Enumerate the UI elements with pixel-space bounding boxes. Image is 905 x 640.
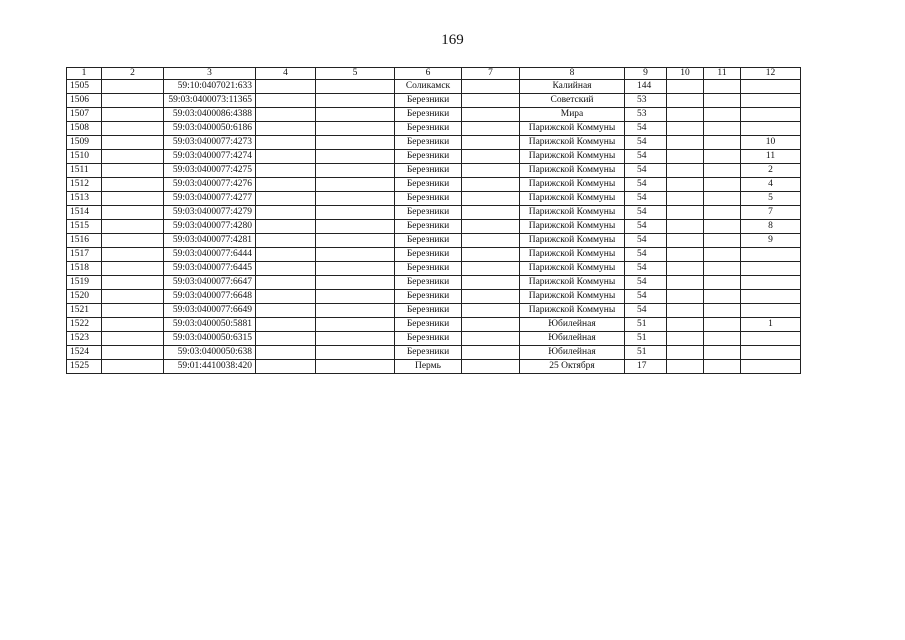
city-cell: Березники [395,332,462,346]
empty-cell [704,206,741,220]
apartment-number-cell: 10 [741,136,801,150]
empty-cell [462,80,520,94]
table-row [67,360,801,374]
city-cell: Березники [395,318,462,332]
empty-cell [704,248,741,262]
apartment-number-cell [741,108,801,122]
column-header: 6 [395,68,462,80]
empty-cell [102,234,164,248]
apartment-number-cell: 11 [741,150,801,164]
city-cell: Березники [395,164,462,178]
empty-cell [462,346,520,360]
apartment-number-cell: 5 [741,192,801,206]
empty-cell [316,80,395,94]
page-number: 169 [441,32,464,48]
city-cell: Березники [395,192,462,206]
empty-cell [256,346,316,360]
empty-cell [462,262,520,276]
house-number-cell: 53 [625,108,667,122]
empty-cell [256,332,316,346]
column-header: 11 [704,68,741,80]
empty-cell [704,94,741,108]
apartment-number-cell: 7 [741,206,801,220]
empty-cell [316,262,395,276]
empty-cell [256,94,316,108]
apartment-number-cell [741,262,801,276]
table-row [67,80,801,94]
empty-cell [667,304,704,318]
empty-cell [256,164,316,178]
street-cell: Парижской Коммуны [520,248,625,262]
empty-cell [256,234,316,248]
empty-cell [256,360,316,374]
empty-cell [667,136,704,150]
street-cell: Парижской Коммуны [520,136,625,150]
apartment-number-cell: 8 [741,220,801,234]
cadastral-number-cell: 59:03:0400077:4280 [164,220,256,234]
row-number-cell: 1506 [67,94,102,108]
table-row [67,178,801,192]
empty-cell [462,122,520,136]
empty-cell [704,108,741,122]
street-cell: Юбилейная [520,346,625,360]
empty-cell [256,80,316,94]
empty-cell [462,276,520,290]
empty-cell [704,332,741,346]
column-header: 5 [316,68,395,80]
table-row [67,150,801,164]
row-number-cell: 1507 [67,108,102,122]
table-row [67,276,801,290]
empty-cell [667,178,704,192]
empty-cell [256,178,316,192]
empty-cell [102,262,164,276]
empty-cell [704,80,741,94]
table-row [67,206,801,220]
row-number-cell: 1512 [67,178,102,192]
empty-cell [102,178,164,192]
city-cell: Березники [395,108,462,122]
row-number-cell: 1505 [67,80,102,94]
empty-cell [462,290,520,304]
empty-cell [102,94,164,108]
table-row [67,220,801,234]
apartment-number-cell: 2 [741,164,801,178]
empty-cell [667,122,704,136]
empty-cell [462,136,520,150]
empty-cell [704,136,741,150]
empty-cell [102,164,164,178]
empty-cell [256,276,316,290]
street-cell: 25 Октября [520,360,625,374]
row-number-cell: 1520 [67,290,102,304]
empty-cell [102,150,164,164]
row-number-cell: 1517 [67,248,102,262]
cadastral-number-cell: 59:03:0400086:4388 [164,108,256,122]
city-cell: Березники [395,346,462,360]
city-cell: Березники [395,122,462,136]
empty-cell [704,360,741,374]
empty-cell [704,276,741,290]
cadastral-number-cell: 59:03:0400077:4275 [164,164,256,178]
table-row [67,304,801,318]
empty-cell [462,178,520,192]
city-cell: Соликамск [395,80,462,94]
empty-cell [102,248,164,262]
empty-cell [102,290,164,304]
column-header: 12 [741,68,801,80]
row-number-cell: 1516 [67,234,102,248]
empty-cell [102,80,164,94]
street-cell: Калийная [520,80,625,94]
city-cell: Березники [395,248,462,262]
table-row [67,318,801,332]
house-number-cell: 54 [625,248,667,262]
empty-cell [704,262,741,276]
empty-cell [316,136,395,150]
house-number-cell: 54 [625,304,667,318]
table-row [67,192,801,206]
row-number-cell: 1519 [67,276,102,290]
empty-cell [102,108,164,122]
row-number-cell: 1524 [67,346,102,360]
column-header: 9 [625,68,667,80]
city-cell: Березники [395,220,462,234]
empty-cell [316,304,395,318]
house-number-cell: 54 [625,220,667,234]
cadastral-number-cell: 59:03:0400077:4279 [164,206,256,220]
apartment-number-cell [741,360,801,374]
empty-cell [462,304,520,318]
city-cell: Березники [395,206,462,220]
empty-cell [667,276,704,290]
cadastral-number-cell: 59:03:0400077:6445 [164,262,256,276]
empty-cell [667,150,704,164]
row-number-cell: 1521 [67,304,102,318]
city-cell: Березники [395,290,462,304]
empty-cell [316,178,395,192]
empty-cell [462,94,520,108]
empty-cell [667,360,704,374]
empty-cell [462,220,520,234]
street-cell: Юбилейная [520,318,625,332]
cadastral-number-cell: 59:10:0407021:633 [164,80,256,94]
apartment-number-cell [741,80,801,94]
empty-cell [462,150,520,164]
empty-cell [667,108,704,122]
street-cell: Парижской Коммуны [520,304,625,318]
house-number-cell: 54 [625,206,667,220]
table-row [67,108,801,122]
empty-cell [704,178,741,192]
apartment-number-cell [741,276,801,290]
city-cell: Березники [395,262,462,276]
empty-cell [704,192,741,206]
house-number-cell: 54 [625,276,667,290]
empty-cell [316,290,395,304]
street-cell: Парижской Коммуны [520,276,625,290]
street-cell: Парижской Коммуны [520,122,625,136]
column-header: 2 [102,68,164,80]
row-number-cell: 1509 [67,136,102,150]
column-header: 7 [462,68,520,80]
empty-cell [704,318,741,332]
empty-cell [667,248,704,262]
street-cell: Парижской Коммуны [520,262,625,276]
house-number-cell: 144 [625,80,667,94]
empty-cell [102,206,164,220]
cadastral-number-cell: 59:03:0400077:4273 [164,136,256,150]
property-register-table [66,67,801,374]
empty-cell [316,220,395,234]
apartment-number-cell [741,290,801,304]
empty-cell [667,220,704,234]
empty-cell [667,206,704,220]
row-number-cell: 1511 [67,164,102,178]
column-header: 1 [67,68,102,80]
house-number-cell: 54 [625,122,667,136]
table-body [67,68,801,374]
table-row [67,234,801,248]
house-number-cell: 54 [625,290,667,304]
city-cell: Пермь [395,360,462,374]
empty-cell [256,108,316,122]
cadastral-number-cell: 59:03:0400077:4274 [164,150,256,164]
cadastral-number-cell: 59:03:0400050:5881 [164,318,256,332]
empty-cell [667,164,704,178]
house-number-cell: 54 [625,262,667,276]
empty-cell [667,318,704,332]
column-header: 8 [520,68,625,80]
street-cell: Парижской Коммуны [520,150,625,164]
apartment-number-cell [741,122,801,136]
empty-cell [102,304,164,318]
street-cell: Парижской Коммуны [520,290,625,304]
house-number-cell: 51 [625,346,667,360]
empty-cell [462,248,520,262]
house-number-cell: 54 [625,136,667,150]
cadastral-number-cell: 59:03:0400077:6649 [164,304,256,318]
empty-cell [462,360,520,374]
empty-cell [704,220,741,234]
apartment-number-cell [741,94,801,108]
empty-cell [667,332,704,346]
empty-cell [256,248,316,262]
empty-cell [704,346,741,360]
empty-cell [667,346,704,360]
city-cell: Березники [395,150,462,164]
apartment-number-cell: 4 [741,178,801,192]
empty-cell [667,80,704,94]
table-row [67,248,801,262]
row-number-cell: 1508 [67,122,102,136]
street-cell: Парижской Коммуны [520,234,625,248]
empty-cell [256,206,316,220]
cadastral-number-cell: 59:03:0400077:6647 [164,276,256,290]
house-number-cell: 54 [625,164,667,178]
table-row [67,262,801,276]
empty-cell [704,122,741,136]
empty-cell [256,150,316,164]
street-cell: Парижской Коммуны [520,178,625,192]
row-number-cell: 1510 [67,150,102,164]
empty-cell [102,276,164,290]
empty-cell [462,318,520,332]
cadastral-number-cell: 59:03:0400077:4276 [164,178,256,192]
street-cell: Юбилейная [520,332,625,346]
column-header: 10 [667,68,704,80]
empty-cell [102,332,164,346]
city-cell: Березники [395,234,462,248]
street-cell: Мира [520,108,625,122]
empty-cell [667,234,704,248]
empty-cell [316,192,395,206]
empty-cell [256,136,316,150]
city-cell: Березники [395,276,462,290]
house-number-cell: 17 [625,360,667,374]
empty-cell [316,164,395,178]
empty-cell [102,220,164,234]
column-header: 3 [164,68,256,80]
row-number-cell: 1518 [67,262,102,276]
city-cell: Березники [395,94,462,108]
empty-cell [704,304,741,318]
empty-cell [256,192,316,206]
cadastral-number-cell: 59:03:0400077:4281 [164,234,256,248]
empty-cell [704,164,741,178]
empty-cell [667,290,704,304]
row-number-cell: 1522 [67,318,102,332]
cadastral-number-cell: 59:03:0400073:11365 [164,94,256,108]
empty-cell [462,164,520,178]
street-cell: Парижской Коммуны [520,220,625,234]
empty-cell [316,108,395,122]
empty-cell [704,234,741,248]
cadastral-number-cell: 59:03:0400050:638 [164,346,256,360]
empty-cell [256,290,316,304]
apartment-number-cell [741,346,801,360]
apartment-number-cell: 9 [741,234,801,248]
cadastral-number-cell: 59:01:4410038:420 [164,360,256,374]
house-number-cell: 51 [625,332,667,346]
empty-cell [256,122,316,136]
street-cell: Советский [520,94,625,108]
empty-cell [102,346,164,360]
empty-cell [102,136,164,150]
empty-cell [102,122,164,136]
empty-cell [102,360,164,374]
street-cell: Парижской Коммуны [520,192,625,206]
empty-cell [316,276,395,290]
empty-cell [462,192,520,206]
empty-cell [462,332,520,346]
empty-cell [102,318,164,332]
table-row [67,94,801,108]
empty-cell [256,318,316,332]
apartment-number-cell [741,248,801,262]
table-row [67,122,801,136]
row-number-cell: 1525 [67,360,102,374]
row-number-cell: 1523 [67,332,102,346]
empty-cell [316,318,395,332]
house-number-cell: 54 [625,150,667,164]
cadastral-number-cell: 59:03:0400077:4277 [164,192,256,206]
table-row [67,332,801,346]
row-number-cell: 1514 [67,206,102,220]
row-number-cell: 1515 [67,220,102,234]
table-row [67,290,801,304]
empty-cell [256,220,316,234]
empty-cell [256,304,316,318]
empty-cell [667,94,704,108]
empty-cell [667,192,704,206]
house-number-cell: 54 [625,192,667,206]
house-number-cell: 51 [625,318,667,332]
empty-cell [316,346,395,360]
empty-cell [462,206,520,220]
cadastral-number-cell: 59:03:0400050:6315 [164,332,256,346]
column-header: 4 [256,68,316,80]
empty-cell [102,192,164,206]
apartment-number-cell [741,332,801,346]
cadastral-number-cell: 59:03:0400077:6648 [164,290,256,304]
house-number-cell: 53 [625,94,667,108]
city-cell: Березники [395,304,462,318]
empty-cell [316,150,395,164]
apartment-number-cell [741,304,801,318]
empty-cell [462,234,520,248]
empty-cell [316,206,395,220]
empty-cell [316,234,395,248]
empty-cell [704,290,741,304]
row-number-cell: 1513 [67,192,102,206]
empty-cell [316,360,395,374]
house-number-cell: 54 [625,234,667,248]
house-number-cell: 54 [625,178,667,192]
street-cell: Парижской Коммуны [520,164,625,178]
empty-cell [316,122,395,136]
empty-cell [256,262,316,276]
city-cell: Березники [395,178,462,192]
column-number-row [67,68,801,80]
table-row [67,164,801,178]
empty-cell [667,262,704,276]
city-cell: Березники [395,136,462,150]
cadastral-number-cell: 59:03:0400077:6444 [164,248,256,262]
empty-cell [316,94,395,108]
empty-cell [316,248,395,262]
cadastral-number-cell: 59:03:0400050:6186 [164,122,256,136]
empty-cell [462,108,520,122]
apartment-number-cell: 1 [741,318,801,332]
table-row [67,346,801,360]
empty-cell [316,332,395,346]
table-row [67,136,801,150]
empty-cell [704,150,741,164]
street-cell: Парижской Коммуны [520,206,625,220]
